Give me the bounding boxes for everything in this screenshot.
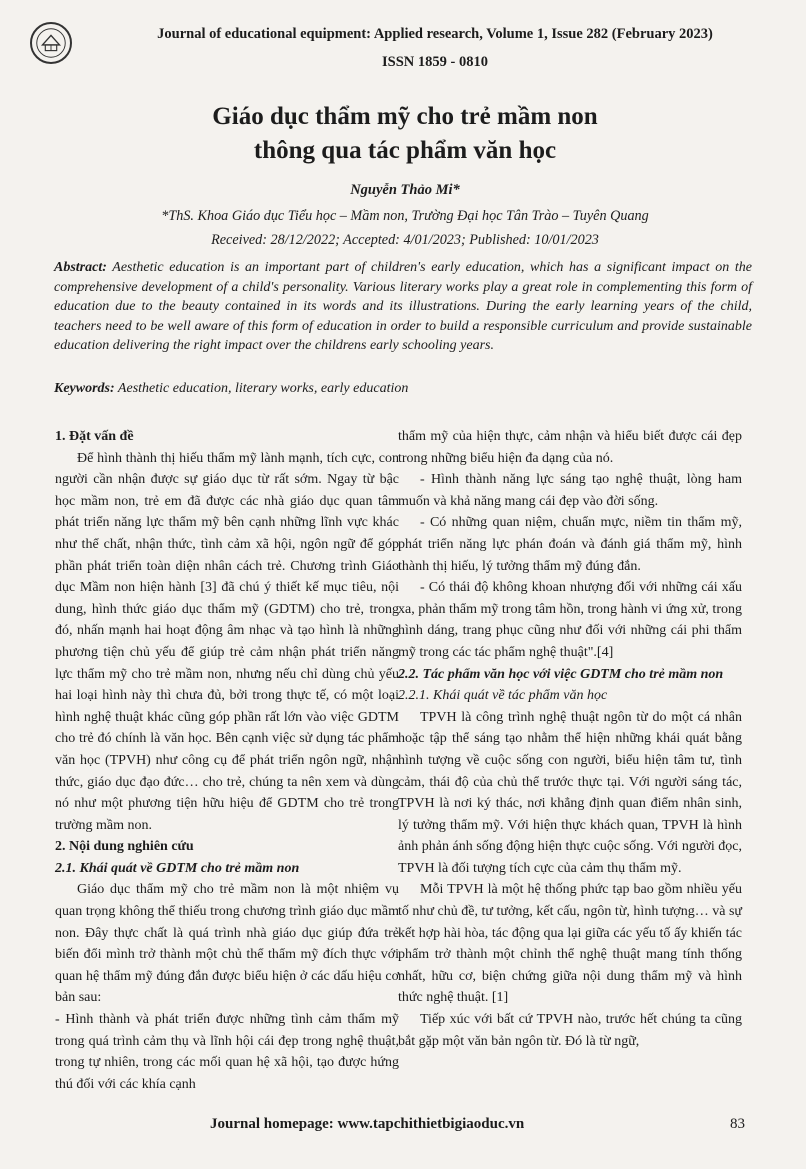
- abstract-text: Aesthetic education is an important part of children's early education, which has a significant impact on the comprehensive development of a child's personality. Various literary works play a great role in complementing this form of education due to the beauty contained in its words and its illustrations. During the early learning years of the child, teachers need to be well aware of this form of education in order to build a responsible curriculum and provide sustainable education delivering the right impact over the childrens early schooling years.: [54, 260, 752, 354]
- title-line-1: Giáo dục thẩm mỹ cho trẻ mầm non: [212, 103, 598, 130]
- paragraph: - Có những quan niệm, chuẩn mực, niềm tin thẩm mỹ, phát triển năng lực phán đoán và đánh giá thẩm mỹ, hình thành thị hiếu, lý tưởng thẩm mỹ đúng đắn.: [398, 515, 742, 574]
- title-line-2: thông qua tác phẩm văn học: [253, 137, 557, 164]
- subsection-heading-2-2-1: 2.2.1. Khái quát về tác phẩm văn học: [398, 688, 608, 704]
- abstract: [54, 258, 752, 356]
- page-number: 83: [730, 1116, 745, 1132]
- subsection-heading-2-1: 2.1. Khái quát về GDTM cho trẻ mầm non: [55, 860, 300, 876]
- paragraph: TPVH là công trình nghệ thuật ngôn từ do một cá nhân hoặc tập thể sáng tạo nhằm thể hiện những khái quát bằng hình tượng về cuộc sống con người, biểu hiện tâm tư, tình cảm, thái độ của chủ thể trước thực tại. Với người sáng tác, TPVH là nơi ký thác, nơi khẳng định quan điểm nhân sinh, lý tưởng thẩm mỹ. Với hiện thực khách quan, TPVH là hình ảnh phản ánh sống động hiện thực cuộc sống. Với người đọc, TPVH là đối tượng tích cực của cảm thụ thẩm mỹ.: [398, 709, 742, 876]
- section-heading-1: 1. Đặt vấn đề: [55, 429, 134, 444]
- right-column: [398, 426, 742, 1052]
- paragraph: Giáo dục thẩm mỹ cho trẻ mầm non là một nhiệm vụ quan trọng không thể thiếu trong chương trình giáo dục mầm non. Đây thực chất là quá trình nhà giáo dục giúp đứa trẻ biến đổi mình trở thành một chủ thể thẩm mỹ đích thực với quan hệ thẩm mỹ đúng đắn được biểu hiện ở các dấu hiệu cơ bản sau:: [55, 882, 399, 1006]
- keywords-label: Keywords:: [54, 381, 115, 396]
- issn-line: ISSN 1859 - 0810: [382, 54, 488, 70]
- paragraph: - Có thái độ không khoan nhượng đối với những cái xấu xa, phản thẩm mỹ trong tâm hồn, trong hành vi ứng xử, trong hình dáng, trang phục cũng như đối với những cái phi thẩm mỹ trong các tác phẩm nghệ thuật".[4]: [398, 580, 742, 660]
- author-name: Nguyễn Thảo Mi*: [350, 182, 460, 198]
- publication-dates: Received: 28/12/2022; Accepted: 4/01/2023; Published: 10/01/2023: [211, 232, 599, 248]
- keywords-text: Aesthetic education, literary works, early education: [117, 381, 409, 396]
- section-heading-2: 2. Nội dung nghiên cứu: [55, 839, 194, 855]
- article-title: [60, 100, 750, 168]
- subsection-heading-2-2: 2.2. Tác phẩm văn học với việc GDTM cho trẻ mầm non: [398, 666, 724, 682]
- paragraph: Để hình thành thị hiếu thẩm mỹ lành mạnh, tích cực, con người cần nhận được sự giáo dục từ rất sớm. Ngay từ bậc học mầm non, trẻ em đã được các nhà giáo dục quan tâm phát triển năng lực thẩm mỹ bên cạnh những lĩnh vực khác như thể chất, nhận thức, tình cảm xã hội, ngôn ngữ để góp phần phát triển toàn diện nhân cách trẻ. Chương trình Giáo dục Mầm non hiện hành [3] đã chú ý thiết kế mục tiêu, nội dung, hình thức giáo dục thẩm mỹ (GDTM) cho trẻ, trong đó, nhấn mạnh hai hoạt động âm nhạc và tạo hình là những phương tiện chủ yếu để giúp trẻ cảm nhận phát triển năng lực thẩm mỹ cho trẻ mầm non, nhưng nếu chỉ dùng chủ yếu hai loại hình này thì chưa đủ, bởi trong thực tế, có một loại hình nghệ thuật khác cũng góp phần rất lớn vào việc GDTM cho trẻ đó chính là văn học. Bên cạnh việc sử dụng tác phẩm văn học (TPVH) như công cụ để phát triển ngôn ngữ, nhận thức, giáo dục đạo đức… cho trẻ, chúng ta nên xem và dùng nó như một phương tiện hữu hiệu để GDTM cho trẻ trong trường mầm non.: [55, 450, 399, 833]
- paragraph: - Hình thành và phát triển được những tình cảm thẩm mỹ trong quá trình cảm thụ và lĩnh hội cái đẹp trong nghệ thuật, trong tự nhiên, trong các mối quan hệ xã hội, tạo được hứng thú đối với các khía cạnh: [55, 1012, 399, 1092]
- journal-homepage: Journal homepage: www.tapchithietbigiaoduc.vn: [210, 1116, 525, 1132]
- paragraph: Mỗi TPVH là một hệ thống phức tạp bao gồm nhiều yếu tố như chủ đề, tư tưởng, kết cấu, ngôn từ, hình tượng… và sự kết hợp hài hòa, tác động qua lại giữa các yếu tố ấy khiến tác phẩm trở thành một chỉnh thể nghệ thuật mang tính thống nhất, hữu cơ, biện chứng giữa nội dung thẩm mỹ và hình thức nghệ thuật. [1]: [398, 882, 742, 1006]
- left-column: [55, 426, 399, 1095]
- journal-seal-icon: [30, 22, 72, 64]
- paragraph: thẩm mỹ của hiện thực, cảm nhận và hiểu biết được cái đẹp trong những biểu hiện đa dạng của nó.: [398, 429, 742, 466]
- journal-citation-line: Journal of educational equipment: Applied research, Volume 1, Issue 282 (February 2023): [157, 26, 713, 42]
- keywords: [54, 381, 752, 397]
- abstract-label: Abstract:: [54, 260, 107, 275]
- paragraph: - Hình thành năng lực sáng tạo nghệ thuật, lòng ham muốn và khả năng mang cái đẹp vào đời sống.: [398, 472, 742, 509]
- author-affiliation: *ThS. Khoa Giáo dục Tiểu học – Mầm non, Trường Đại học Tân Trào – Tuyên Quang: [161, 208, 649, 224]
- paragraph: Tiếp xúc với bất cứ TPVH nào, trước hết chúng ta cũng bắt gặp một văn bản ngôn từ. Đó là từ ngữ,: [398, 1012, 742, 1049]
